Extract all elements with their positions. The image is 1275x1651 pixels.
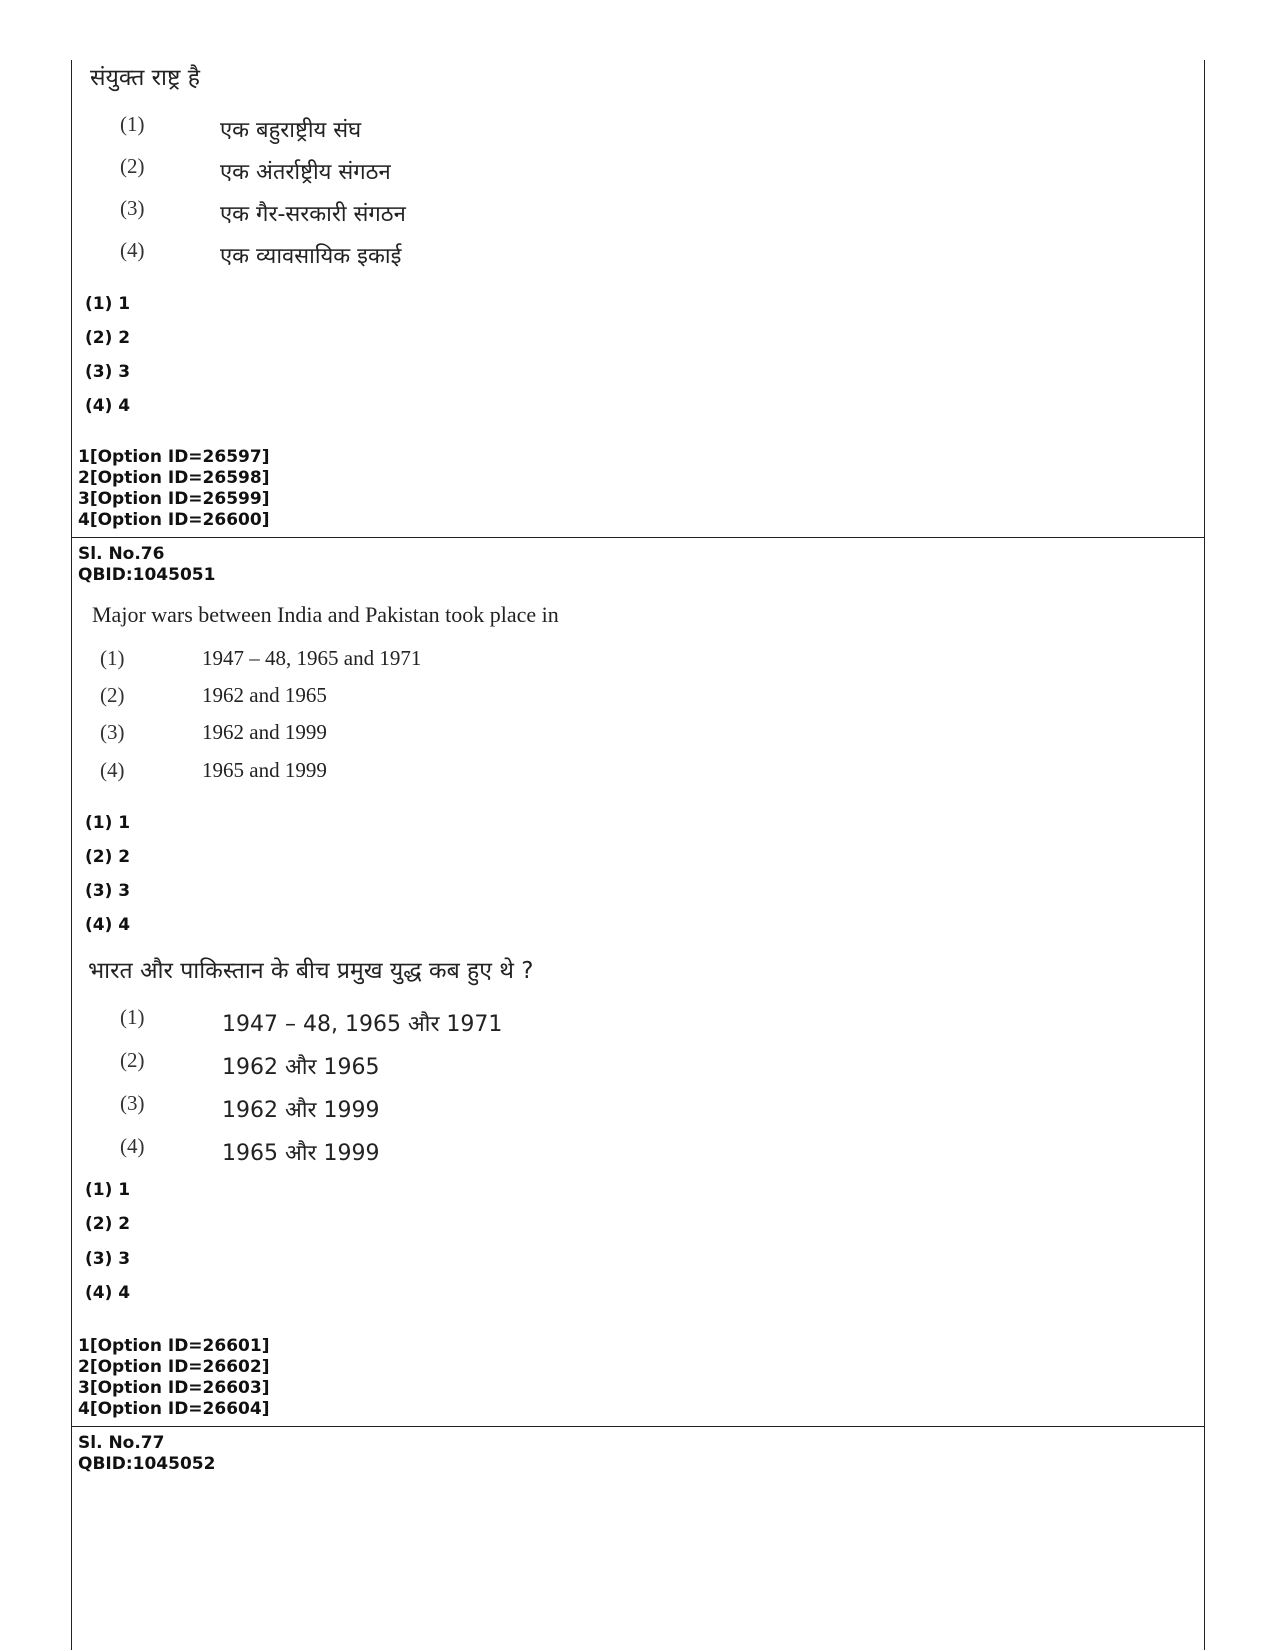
question-76-english: Major wars between India and Pakistan took place in <box>92 602 559 627</box>
option-number: (2) <box>120 154 145 178</box>
qbid: QBID:1045051 <box>78 565 216 585</box>
option-id: 3[Option ID=26603] <box>78 1378 270 1398</box>
option-id: 4[Option ID=26604] <box>78 1399 270 1419</box>
option-id: 2[Option ID=26598] <box>78 468 270 488</box>
serial-number: Sl. No.77 <box>78 1433 165 1453</box>
answer-choice[interactable]: (4) 4 <box>85 915 131 935</box>
option-id: 1[Option ID=26601] <box>78 1336 270 1356</box>
question-77-header <box>78 1433 215 1475</box>
option-number: (1) <box>100 646 125 670</box>
option-text: एक बहुराष्ट्रीय संघ <box>220 118 362 143</box>
option-number: (4) <box>120 1134 145 1158</box>
question-76-header <box>78 544 215 586</box>
answer-choice[interactable]: (1) 1 <box>85 813 131 833</box>
serial-number: Sl. No.76 <box>78 544 165 564</box>
answer-choice[interactable]: (4) 4 <box>85 396 131 416</box>
option-number: (2) <box>120 1048 145 1072</box>
option-number: (3) <box>120 1091 145 1115</box>
option-text: 1947 – 48, 1965 and 1971 <box>202 646 422 670</box>
option-text: 1962 and 1965 <box>202 683 327 707</box>
option-id: 3[Option ID=26599] <box>78 489 270 509</box>
answer-choice[interactable]: (3) 3 <box>85 1249 131 1269</box>
option-id-list <box>78 447 269 531</box>
option-number: (1) <box>120 112 145 136</box>
option-text: 1962 और 1999 <box>222 1098 380 1123</box>
answer-choice[interactable]: (1) 1 <box>85 1180 131 1200</box>
option-text: एक व्यावसायिक इकाई <box>220 244 402 269</box>
answer-choice[interactable]: (3) 3 <box>85 881 131 901</box>
option-text: 1965 और 1999 <box>222 1141 380 1166</box>
answer-choice[interactable]: (1) 1 <box>85 294 131 314</box>
question-76-hindi: भारत और पाकिस्तान के बीच प्रमुख युद्ध कब हुए थे ? <box>88 958 534 984</box>
option-text: एक गैर-सरकारी संगठन <box>220 202 406 227</box>
option-id: 2[Option ID=26602] <box>78 1357 270 1377</box>
answer-choice[interactable]: (2) 2 <box>85 1214 131 1234</box>
option-number: (4) <box>120 238 145 262</box>
option-id-list <box>78 1336 269 1420</box>
option-number: (1) <box>120 1005 145 1029</box>
option-text: एक अंतर्राष्ट्रीय संगठन <box>220 160 391 185</box>
option-text: 1965 and 1999 <box>202 758 327 782</box>
option-text: 1962 and 1999 <box>202 720 327 744</box>
qbid: QBID:1045052 <box>78 1454 216 1474</box>
option-number: (3) <box>100 720 125 744</box>
divider <box>71 1426 1205 1427</box>
option-id: 1[Option ID=26597] <box>78 447 270 467</box>
answer-choice[interactable]: (4) 4 <box>85 1283 131 1303</box>
answer-choice[interactable]: (2) 2 <box>85 328 131 348</box>
option-id: 4[Option ID=26600] <box>78 510 270 530</box>
option-text: 1947 – 48, 1965 और 1971 <box>222 1012 503 1037</box>
answer-choice[interactable]: (2) 2 <box>85 847 131 867</box>
option-number: (3) <box>120 196 145 220</box>
option-text: 1962 और 1965 <box>222 1055 380 1080</box>
divider <box>71 537 1205 538</box>
question-75-hindi: संयुक्त राष्ट्र है <box>90 65 200 91</box>
answer-choice[interactable]: (3) 3 <box>85 362 131 382</box>
option-number: (2) <box>100 683 125 707</box>
option-number: (4) <box>100 758 125 782</box>
